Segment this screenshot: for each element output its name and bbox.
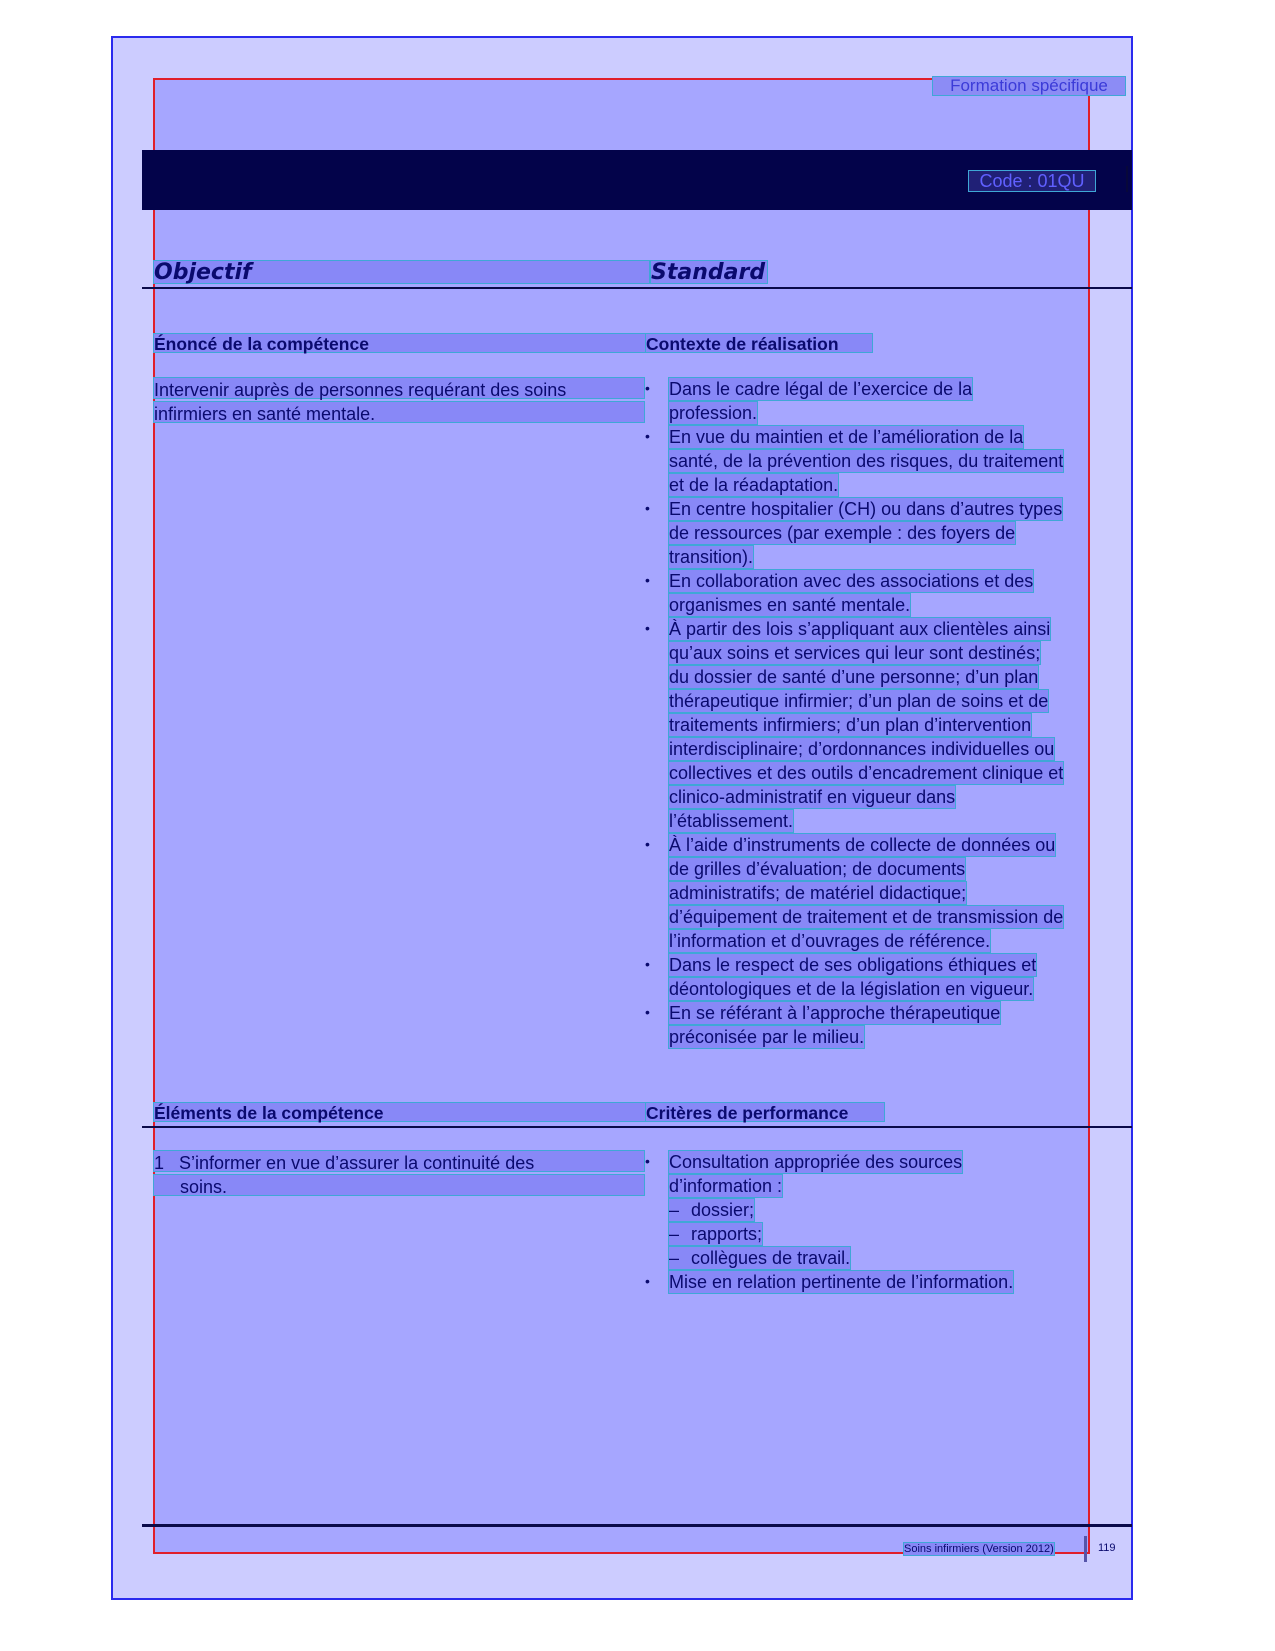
bullet-line: Dans le respect de ses obligations éthiques et bbox=[669, 955, 1037, 975]
bullet-line: À partir des lois s’appliquant aux clientèles ainsi bbox=[669, 619, 1051, 639]
enonce-header bbox=[153, 333, 646, 353]
bullet-icon: • bbox=[645, 1273, 650, 1289]
bullet-line: préconisée par le milieu. bbox=[669, 1027, 865, 1047]
context-bullet-item bbox=[642, 377, 1122, 423]
context-bullet-item bbox=[642, 425, 1122, 495]
bullet-icon: • bbox=[645, 500, 650, 516]
bullet-icon: • bbox=[645, 1004, 650, 1020]
contexte-header-text: Contexte de réalisation bbox=[646, 334, 839, 354]
program-label: Formation spécifique bbox=[932, 76, 1126, 96]
context-bullet-item bbox=[642, 497, 1122, 567]
bullet-line: thérapeutique infirmier; d’un plan de soins et de bbox=[669, 691, 1049, 711]
bullet-line: de grilles d’évaluation; de documents bbox=[669, 859, 966, 879]
context-bullet-list bbox=[642, 377, 1122, 1049]
bullet-line: l’information et d’ouvrages de référence. bbox=[669, 931, 991, 951]
bullet-line: Dans le cadre légal de l’exercice de la bbox=[669, 379, 973, 399]
bullet-line: de ressources (par exemple : des foyers de bbox=[669, 523, 1016, 543]
bullet-line: l’établissement. bbox=[669, 811, 794, 831]
bullet-line: traitements infirmiers; d’un plan d’intervention bbox=[669, 715, 1032, 735]
dash-icon: – bbox=[669, 1248, 680, 1268]
criteria-line: d’information : bbox=[669, 1176, 783, 1196]
bullet-icon: • bbox=[645, 428, 650, 444]
element-number: 1 bbox=[154, 1153, 165, 1173]
bullet-line: qu’aux soins et services qui leur sont destinés; bbox=[669, 643, 1041, 663]
bullet-line: En centre hospitalier (CH) ou dans d’autres types bbox=[669, 499, 1063, 519]
bullet-line: interdisciplinaire; d’ordonnances individuelles ou bbox=[669, 739, 1055, 759]
statement-line: infirmiers en santé mentale. bbox=[153, 401, 645, 423]
context-bullet-item bbox=[642, 833, 1122, 951]
criteria-list bbox=[642, 1150, 1122, 1294]
criteria-subitem: dossier; bbox=[691, 1200, 755, 1220]
criteria-item bbox=[642, 1270, 1122, 1292]
elements-header bbox=[153, 1102, 646, 1122]
standard-heading-text: Standard bbox=[651, 260, 766, 285]
dash-icon: – bbox=[669, 1224, 680, 1244]
context-bullet-item bbox=[642, 953, 1122, 999]
footer-divider bbox=[1084, 1536, 1087, 1562]
element-line bbox=[153, 1150, 645, 1172]
bullet-line: administratifs; de matériel didactique; bbox=[669, 883, 967, 903]
element-line: soins. bbox=[153, 1174, 645, 1196]
banner-divider bbox=[1126, 166, 1128, 192]
context-bullet-item bbox=[642, 1001, 1122, 1047]
bullet-line: transition). bbox=[669, 547, 754, 567]
criteria-subitem: collègues de travail. bbox=[691, 1248, 851, 1268]
element-text: S’informer en vue d’assurer la continuité des bbox=[179, 1153, 535, 1173]
bullet-line: d’équipement de traitement et de transmission de bbox=[669, 907, 1064, 927]
bullet-line: En collaboration avec des associations et des bbox=[669, 571, 1034, 591]
bullet-line: collectives et des outils d’encadrement clinique et bbox=[669, 763, 1064, 783]
criteria-item bbox=[642, 1150, 1122, 1268]
bullet-icon: • bbox=[645, 956, 650, 972]
objectif-heading bbox=[153, 260, 650, 284]
enonce-header-text: Énoncé de la compétence bbox=[154, 334, 369, 354]
criteria-subitem: rapports; bbox=[691, 1224, 763, 1244]
bullet-line: profession. bbox=[669, 403, 758, 423]
bullet-icon: • bbox=[645, 1153, 650, 1169]
context-bullet-item bbox=[642, 617, 1122, 831]
heading-rule bbox=[142, 287, 1132, 289]
criteres-header-text: Critères de performance bbox=[646, 1103, 849, 1123]
competence-statement bbox=[153, 377, 645, 425]
bullet-icon: • bbox=[645, 620, 650, 636]
bullet-line: santé, de la prévention des risques, du traitement bbox=[669, 451, 1064, 471]
footer-doc-label: Soins infirmiers (Version 2012) bbox=[904, 1543, 1054, 1555]
statement-line: Intervenir auprès de personnes requérant des soins bbox=[153, 377, 645, 399]
code-label: Code : 01QU bbox=[968, 170, 1096, 192]
bullet-line: déontologiques et de la législation en vigueur. bbox=[669, 979, 1034, 999]
objectif-heading-text: Objectif bbox=[154, 260, 252, 285]
bullet-line: En vue du maintien et de l’amélioration de la bbox=[669, 427, 1024, 447]
criteres-header bbox=[645, 1102, 885, 1122]
elements-header-text: Éléments de la compétence bbox=[154, 1103, 384, 1123]
bullet-line: et de la réadaptation. bbox=[669, 475, 839, 495]
competence-element bbox=[153, 1150, 645, 1198]
section-rule bbox=[142, 1126, 1132, 1128]
bullet-line: organismes en santé mentale. bbox=[669, 595, 911, 615]
standard-heading bbox=[650, 260, 768, 284]
context-bullet-item bbox=[642, 569, 1122, 615]
bullet-line: clinico-administratif en vigueur dans bbox=[669, 787, 956, 807]
bullet-line: En se référant à l’approche thérapeutique bbox=[669, 1003, 1001, 1023]
criteria-line: Mise en relation pertinente de l’information. bbox=[669, 1272, 1014, 1292]
bullet-line: du dossier de santé d’une personne; d’un plan bbox=[669, 667, 1039, 687]
contexte-header bbox=[645, 333, 873, 353]
bullet-icon: • bbox=[645, 836, 650, 852]
bullet-line: À l’aide d’instruments de collecte de données ou bbox=[669, 835, 1056, 855]
page-number: 119 bbox=[1098, 1542, 1116, 1554]
bullet-icon: • bbox=[645, 380, 650, 396]
dash-icon: – bbox=[669, 1200, 680, 1220]
footer-rule bbox=[142, 1524, 1132, 1527]
bullet-icon: • bbox=[645, 572, 650, 588]
criteria-line: Consultation appropriée des sources bbox=[669, 1152, 963, 1172]
